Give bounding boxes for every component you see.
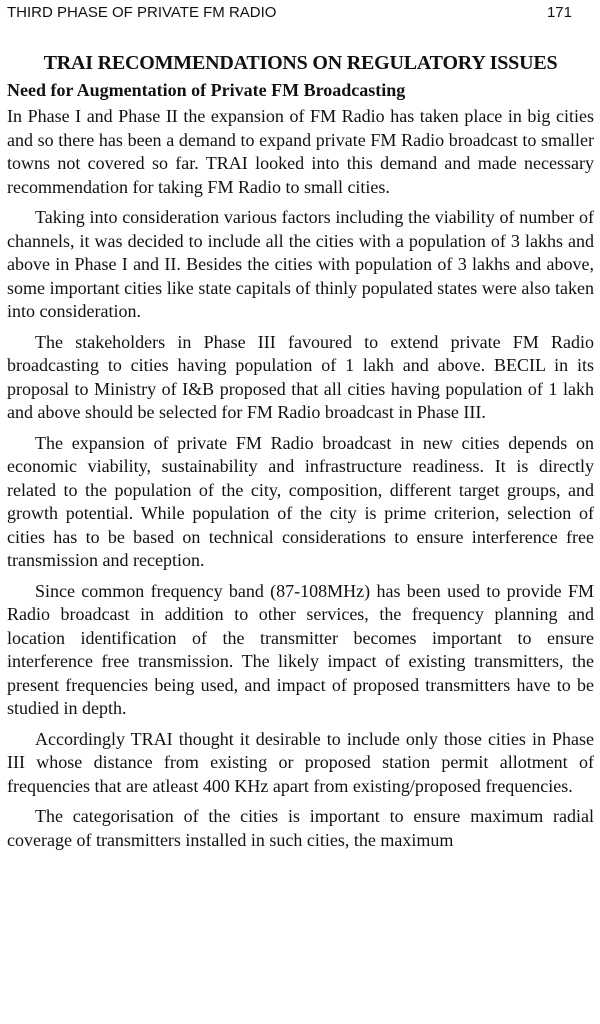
section-heading: TRAI RECOMMENDATIONS ON REGULATORY ISSUES <box>43 52 558 74</box>
paragraph: The expansion of private FM Radio broadcast in new cities depends on economic viability, sustainability and infrastructure readiness. It is directly related to the population of the city, composition, different target groups, and growth potential. While population of the city is prime criterion, selection of cities has to be based on technical considerations to ensure interference free transmission and reception. <box>7 432 594 570</box>
paragraph: Accordingly TRAI thought it desirable to include only those cities in Phase III whose distance from existing or proposed station permit allotment of frequencies that are atleast 400 KHz apart from existing/proposed frequencies. <box>7 728 594 796</box>
paragraph: Since common frequency band (87-108MHz) has been used to provide FM Radio broadcast in addition to other services, the frequency planning and location identification of the transmitter becomes important to ensure interference free transmission. The likely impact of existing transmitters, the present frequencies being used, and impact of proposed transmitters have to be studied in depth. <box>7 580 594 718</box>
paragraph: Taking into consideration various factors including the viability of number of channels, it was decided to include all the cities with a population of 3 lakhs and above in Phase I and II. Besides the cities with population of 3 lakhs and above, some important cities like state capitals of thinly populated states were also taken into consideration. <box>7 207 594 321</box>
paragraph: In Phase I and Phase II the expansion of FM Radio has taken place in big cities and so there has been a demand to expand private FM Radio broadcast to smaller towns not covered so far. TRAI looked into this demand and made necessary recommendation for taking FM Radio to small cities. <box>7 106 594 197</box>
running-title: THIRD PHASE OF PRIVATE FM RADIO <box>7 4 277 21</box>
subsection-heading: Need for Augmentation of Private FM Broadcasting <box>7 80 406 100</box>
running-header <box>7 0 594 27</box>
paragraph: The stakeholders in Phase III favoured to extend private FM Radio broadcasting to cities having population of 1 lakh and above. BECIL in its proposal to Ministry of I&B proposed that all cities having population of 1 lakh and above should be selected for FM Radio broadcast in Phase III. <box>7 331 594 422</box>
page-number: 171 <box>546 4 572 21</box>
paragraph: The categorisation of the cities is important to ensure maximum radial coverage of transmitters installed in such cities, the maximum <box>7 806 594 850</box>
